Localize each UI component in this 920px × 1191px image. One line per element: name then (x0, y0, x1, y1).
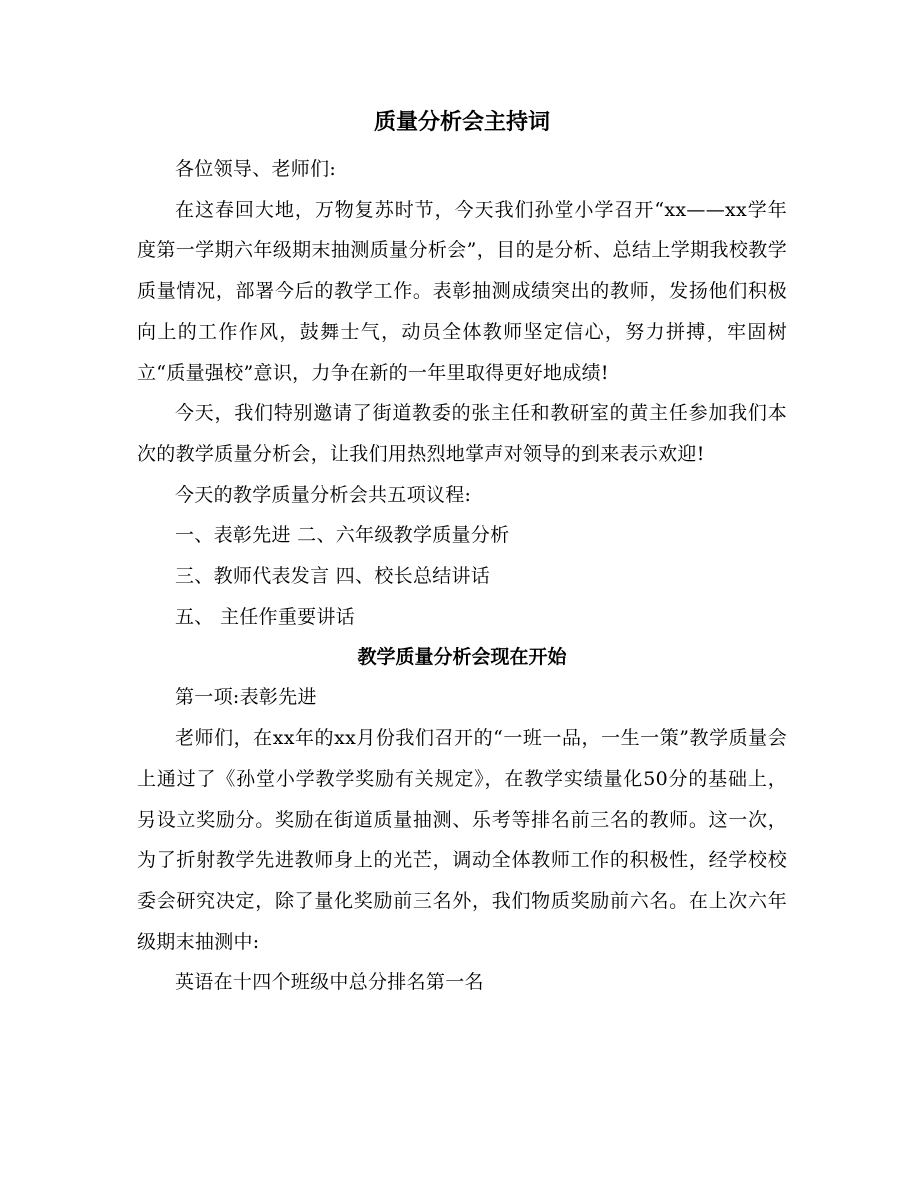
document-body (137, 108, 787, 1003)
paragraph-guests: 今天，我们特别邀请了街道教委的张主任和教研室的黄主任参加我们本次的教学质量分析会，让我们用热烈地掌声对领导的到来表示欢迎! (137, 402, 787, 465)
item-1-heading: 第一项:表彰先进 (175, 686, 317, 709)
section-title: 教学质量分析会现在开始 (357, 646, 567, 669)
agenda-line-3: 五、 主任作重要讲话 (175, 605, 356, 628)
paragraph-award: 老师们，在xx年的xx月份我们召开的“一班一品，一生一策”教学质量会上通过了《孙堂小学教学奖励有关规定》，在教学实绩量化50分的基础上，另设立奖励分。奖励在街道质量抽测、乐考等排名前三名的教师。这一次，为了折射教学先进教师身上的光芒，调动全体教师工作的积极性，经学校校委会研究决定，除了量化奖励前三名外，我们物质奖励前六名。在上次六年级期末抽测中: (137, 727, 787, 953)
paragraph-intro: 在这春回大地，万物复苏时节，今天我们孙堂小学召开“xx——xx学年度第一学期六年级期末抽测质量分析会”，目的是分析、总结上学期我校教学质量情况，部署今后的教学工作。表彰抽测成绩突出的教师，发扬他们积极向上的工作作风，鼓舞士气，动员全体教师坚定信心，努力拼搏，牢固树立“质量强校”意识，力争在新的一年里取得更好地成绩! (137, 198, 787, 384)
agenda-line-1: 一、表彰先进 二、六年级教学质量分析 (175, 524, 510, 547)
greeting: 各位领导、老师们: (175, 158, 337, 180)
page-title: 质量分析会主持词 (373, 109, 550, 135)
agenda-intro: 今天的教学质量分析会共五项议程: (175, 483, 472, 506)
english-result: 英语在十四个班级中总分排名第一名 (175, 971, 484, 994)
agenda-line-2: 三、教师代表发言 四、校长总结讲话 (175, 565, 491, 588)
